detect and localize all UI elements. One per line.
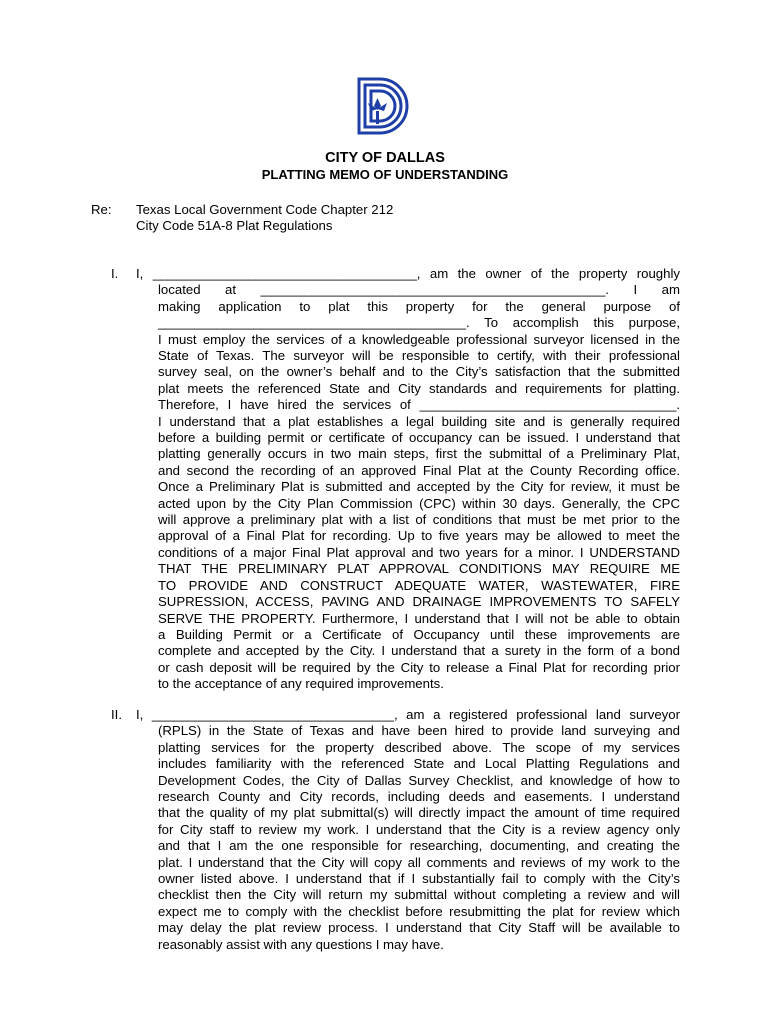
paragraph-line: to the acceptance of any required improvements. <box>158 676 444 692</box>
paragraph-line: and that I am the one responsible for researching, documenting, and creating the <box>158 838 680 854</box>
paragraph-line: located at _______________________________________________. I am <box>158 282 680 298</box>
paragraph-line: will approve a preliminary plat with a list of conditions that must be met prior to the <box>158 512 680 528</box>
paragraph-line: platting services for the property described above. The scope of my services <box>158 739 680 755</box>
paragraph-line: plat. I understand that the City will copy all comments and reviews of my work to the <box>158 854 680 870</box>
paragraph-line: complete and accepted by the City. I understand that a surety in the form of a bond <box>158 643 680 659</box>
paragraph-line: includes familiarity with the referenced State and Local Platting Regulations and <box>158 756 680 772</box>
paragraph-line: approval of a Final Plat for recording. Up to five years may be allowed to meet the <box>158 528 680 544</box>
paragraph-line: a Building Permit or a Certificate of Occupancy until these improvements are <box>158 626 680 642</box>
paragraph-line: and second the recording of an approved Final Plat at the County Recording office. <box>158 462 680 478</box>
paragraph-line: may delay the plat review process. I understand that City Staff will be available to <box>158 920 680 936</box>
section-body <box>158 282 680 692</box>
paragraph-line: research County and City records, including deeds and easements. I understand <box>158 789 680 805</box>
re-label: Re: <box>91 202 112 217</box>
section-number: I. <box>111 266 119 281</box>
city-of-dallas-logo <box>356 76 414 136</box>
paragraph-line: (RPLS) in the State of Texas and have been hired to provide land surveying and <box>158 723 680 739</box>
section-body <box>158 723 680 953</box>
paragraph-line: TO PROVIDE AND CONSTRUCT ADEQUATE WATER, WASTEWATER, FIRE <box>158 577 680 593</box>
section-lead-line: I, _________________________________, am a registered professional land surveyor <box>136 707 680 722</box>
paragraph-line: conditions of a major Final Plat approval and two years for a minor. I UNDERSTAND <box>158 544 680 560</box>
re-references <box>136 202 393 235</box>
paragraph-line: __________________________________________. To accomplish this purpose, <box>158 315 680 331</box>
paragraph-line: I must employ the services of a knowledgeable professional surveyor licensed in the <box>158 331 680 347</box>
page-title: CITY OF DALLAS <box>325 150 445 166</box>
page-subtitle: PLATTING MEMO OF UNDERSTANDING <box>261 167 509 182</box>
paragraph-line: expect me to comply with the checklist before resubmitting the plat for review which <box>158 903 680 919</box>
section-number: II. <box>111 707 122 722</box>
paragraph-line: THAT THE PRELIMINARY PLAT APPROVAL CONDITIONS MAY REQUIRE ME <box>158 561 680 577</box>
paragraph-line: owner listed above. I understand that if I substantially fail to comply with the City’s <box>158 871 680 887</box>
paragraph-line: or cash deposit will be required by the City to release a Final Plat for recording prior <box>158 659 680 675</box>
paragraph-line: I understand that a plat establishes a legal building site and is generally required <box>158 413 680 429</box>
paragraph-line: SUPRESSION, ACCESS, PAVING AND DRAINAGE IMPROVEMENTS TO SAFELY <box>158 594 680 610</box>
paragraph-line: reasonably assist with any questions I may have. <box>158 936 444 952</box>
paragraph-line: for City staff to review my work. I understand that the City is a review agency only <box>158 821 680 837</box>
re-line: Texas Local Government Code Chapter 212 <box>136 202 394 217</box>
paragraph-line: SERVE THE PROPERTY. Furthermore, I understand that I will not be able to obtain <box>158 610 680 626</box>
paragraph-line: Development Codes, the City of Dallas Survey Checklist, and knowledge of how to <box>158 772 680 788</box>
paragraph-line: platting generally occurs in two main steps, first the submittal of a Preliminary Plat, <box>158 446 680 462</box>
paragraph-line: plat meets the referenced State and City standards and requirements for platting. <box>158 380 680 396</box>
paragraph-line: Once a Preliminary Plat is submitted and accepted by the City for review, it must be <box>158 479 680 495</box>
paragraph-line: checklist then the City will return my submittal without completing a review and will <box>158 887 680 903</box>
paragraph-line: that the quality of my plat submittal(s) will directly impact the amount of time required <box>158 805 680 821</box>
re-line: City Code 51A-8 Plat Regulations <box>136 218 333 234</box>
paragraph-line: before a building permit or certificate of occupancy can be issued. I understand that <box>158 430 680 446</box>
paragraph-line: survey seal, on the owner’s behalf and to the City’s satisfaction that the submitted <box>158 364 680 380</box>
paragraph-line: State of Texas. The surveyor will be responsible to certify, with their professional <box>158 348 680 364</box>
paragraph-line: acted upon by the City Plan Commission (CPC) within 30 days. Generally, the CPC <box>158 495 680 511</box>
section-lead-line: I, ____________________________________, am the owner of the property roughly <box>136 266 680 281</box>
paragraph-line: Therefore, I have hired the services of ___________________________________. <box>158 397 680 413</box>
paragraph-line: making application to plat this property for the general purpose of <box>158 298 680 314</box>
